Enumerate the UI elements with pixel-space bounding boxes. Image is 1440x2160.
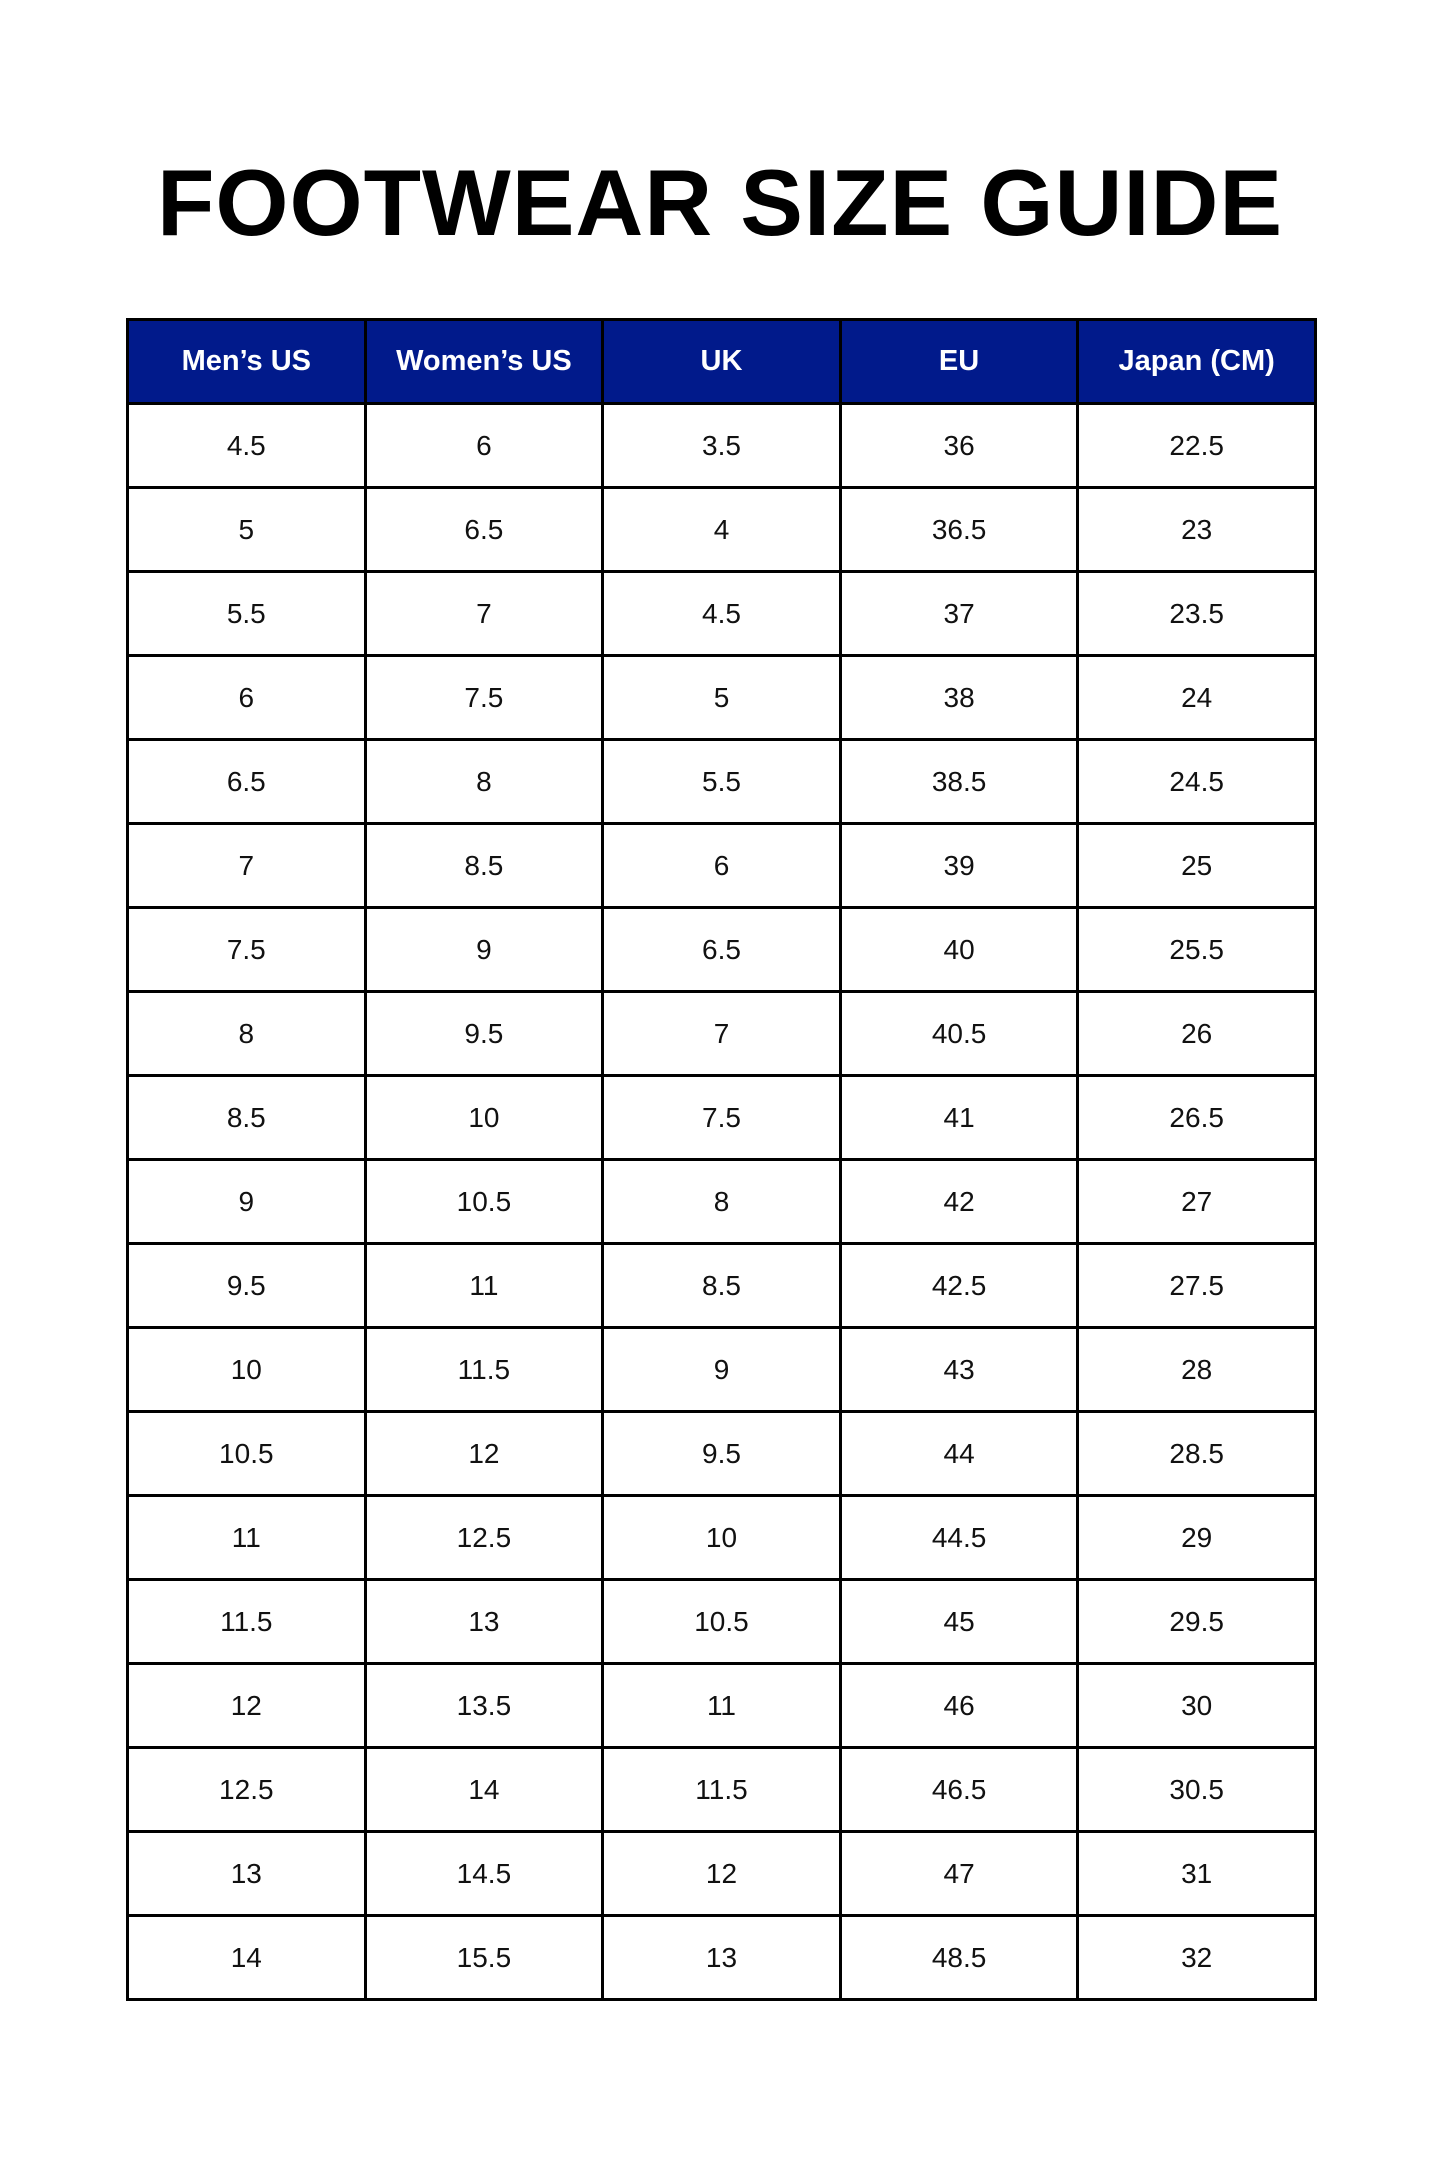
table-row — [128, 404, 1316, 488]
cell-eu: 40 — [840, 908, 1078, 992]
cell-womens-us: 13.5 — [365, 1664, 603, 1748]
cell-womens-us: 14 — [365, 1748, 603, 1832]
cell-womens-us: 7.5 — [365, 656, 603, 740]
header-eu: EU — [840, 320, 1078, 404]
cell-uk: 12 — [603, 1832, 841, 1916]
cell-uk: 10 — [603, 1496, 841, 1580]
table-row — [128, 1244, 1316, 1328]
cell-uk: 5.5 — [603, 740, 841, 824]
table-row — [128, 740, 1316, 824]
table-row — [128, 992, 1316, 1076]
cell-eu: 39 — [840, 824, 1078, 908]
cell-japan-cm: 24 — [1078, 656, 1316, 740]
cell-uk: 9.5 — [603, 1412, 841, 1496]
cell-uk: 6 — [603, 824, 841, 908]
table-row — [128, 572, 1316, 656]
cell-mens-us: 7 — [128, 824, 366, 908]
cell-japan-cm: 23.5 — [1078, 572, 1316, 656]
cell-mens-us: 14 — [128, 1916, 366, 2000]
cell-womens-us: 11.5 — [365, 1328, 603, 1412]
cell-mens-us: 8.5 — [128, 1076, 366, 1160]
cell-uk: 10.5 — [603, 1580, 841, 1664]
cell-eu: 45 — [840, 1580, 1078, 1664]
table-row — [128, 1748, 1316, 1832]
table-row — [128, 1580, 1316, 1664]
size-table-body — [128, 404, 1316, 2000]
cell-uk: 11.5 — [603, 1748, 841, 1832]
cell-mens-us: 10 — [128, 1328, 366, 1412]
cell-mens-us: 7.5 — [128, 908, 366, 992]
cell-eu: 46.5 — [840, 1748, 1078, 1832]
cell-eu: 41 — [840, 1076, 1078, 1160]
cell-uk: 4.5 — [603, 572, 841, 656]
cell-womens-us: 10.5 — [365, 1160, 603, 1244]
cell-japan-cm: 23 — [1078, 488, 1316, 572]
cell-womens-us: 9.5 — [365, 992, 603, 1076]
cell-uk: 6.5 — [603, 908, 841, 992]
cell-womens-us: 6.5 — [365, 488, 603, 572]
cell-japan-cm: 26 — [1078, 992, 1316, 1076]
cell-uk: 4 — [603, 488, 841, 572]
cell-womens-us: 15.5 — [365, 1916, 603, 2000]
cell-womens-us: 13 — [365, 1580, 603, 1664]
cell-eu: 44.5 — [840, 1496, 1078, 1580]
cell-mens-us: 11 — [128, 1496, 366, 1580]
cell-mens-us: 4.5 — [128, 404, 366, 488]
cell-eu: 38 — [840, 656, 1078, 740]
header-womens-us: Women’s US — [365, 320, 603, 404]
table-row — [128, 824, 1316, 908]
table-row — [128, 656, 1316, 740]
table-row — [128, 1496, 1316, 1580]
cell-uk: 5 — [603, 656, 841, 740]
cell-uk: 8.5 — [603, 1244, 841, 1328]
cell-japan-cm: 31 — [1078, 1832, 1316, 1916]
cell-eu: 40.5 — [840, 992, 1078, 1076]
size-table-head — [128, 320, 1316, 404]
cell-uk: 13 — [603, 1916, 841, 2000]
table-row — [128, 1076, 1316, 1160]
table-row — [128, 908, 1316, 992]
cell-japan-cm: 29.5 — [1078, 1580, 1316, 1664]
cell-uk: 9 — [603, 1328, 841, 1412]
cell-womens-us: 12 — [365, 1412, 603, 1496]
cell-japan-cm: 24.5 — [1078, 740, 1316, 824]
cell-eu: 36 — [840, 404, 1078, 488]
cell-eu: 48.5 — [840, 1916, 1078, 2000]
cell-mens-us: 6.5 — [128, 740, 366, 824]
cell-mens-us: 5 — [128, 488, 366, 572]
cell-mens-us: 10.5 — [128, 1412, 366, 1496]
cell-mens-us: 9.5 — [128, 1244, 366, 1328]
cell-uk: 11 — [603, 1664, 841, 1748]
header-japan-cm: Japan (CM) — [1078, 320, 1316, 404]
cell-japan-cm: 25.5 — [1078, 908, 1316, 992]
cell-mens-us: 8 — [128, 992, 366, 1076]
cell-womens-us: 8 — [365, 740, 603, 824]
cell-mens-us: 9 — [128, 1160, 366, 1244]
cell-japan-cm: 25 — [1078, 824, 1316, 908]
cell-eu: 46 — [840, 1664, 1078, 1748]
header-mens-us: Men’s US — [128, 320, 366, 404]
cell-womens-us: 6 — [365, 404, 603, 488]
table-row — [128, 1412, 1316, 1496]
cell-mens-us: 11.5 — [128, 1580, 366, 1664]
table-row — [128, 1664, 1316, 1748]
cell-mens-us: 13 — [128, 1832, 366, 1916]
cell-mens-us: 12 — [128, 1664, 366, 1748]
cell-uk: 8 — [603, 1160, 841, 1244]
cell-japan-cm: 30 — [1078, 1664, 1316, 1748]
cell-mens-us: 6 — [128, 656, 366, 740]
table-row — [128, 488, 1316, 572]
cell-mens-us: 12.5 — [128, 1748, 366, 1832]
header-row — [128, 320, 1316, 404]
cell-japan-cm: 30.5 — [1078, 1748, 1316, 1832]
cell-uk: 7.5 — [603, 1076, 841, 1160]
cell-eu: 38.5 — [840, 740, 1078, 824]
cell-womens-us: 9 — [365, 908, 603, 992]
cell-japan-cm: 26.5 — [1078, 1076, 1316, 1160]
cell-japan-cm: 28.5 — [1078, 1412, 1316, 1496]
cell-eu: 42 — [840, 1160, 1078, 1244]
cell-womens-us: 12.5 — [365, 1496, 603, 1580]
page-title: FOOTWEAR SIZE GUIDE — [156, 150, 1284, 255]
cell-eu: 42.5 — [840, 1244, 1078, 1328]
cell-japan-cm: 22.5 — [1078, 404, 1316, 488]
cell-womens-us: 10 — [365, 1076, 603, 1160]
table-row — [128, 1328, 1316, 1412]
cell-japan-cm: 29 — [1078, 1496, 1316, 1580]
cell-japan-cm: 27 — [1078, 1160, 1316, 1244]
cell-eu: 43 — [840, 1328, 1078, 1412]
cell-japan-cm: 32 — [1078, 1916, 1316, 2000]
cell-uk: 7 — [603, 992, 841, 1076]
cell-eu: 44 — [840, 1412, 1078, 1496]
table-row — [128, 1916, 1316, 2000]
cell-womens-us: 8.5 — [365, 824, 603, 908]
table-row — [128, 1832, 1316, 1916]
cell-womens-us: 7 — [365, 572, 603, 656]
size-table — [126, 318, 1317, 2001]
cell-mens-us: 5.5 — [128, 572, 366, 656]
cell-womens-us: 14.5 — [365, 1832, 603, 1916]
cell-eu: 37 — [840, 572, 1078, 656]
cell-eu: 47 — [840, 1832, 1078, 1916]
cell-japan-cm: 28 — [1078, 1328, 1316, 1412]
header-uk: UK — [603, 320, 841, 404]
table-row — [128, 1160, 1316, 1244]
cell-womens-us: 11 — [365, 1244, 603, 1328]
cell-eu: 36.5 — [840, 488, 1078, 572]
cell-japan-cm: 27.5 — [1078, 1244, 1316, 1328]
cell-uk: 3.5 — [603, 404, 841, 488]
